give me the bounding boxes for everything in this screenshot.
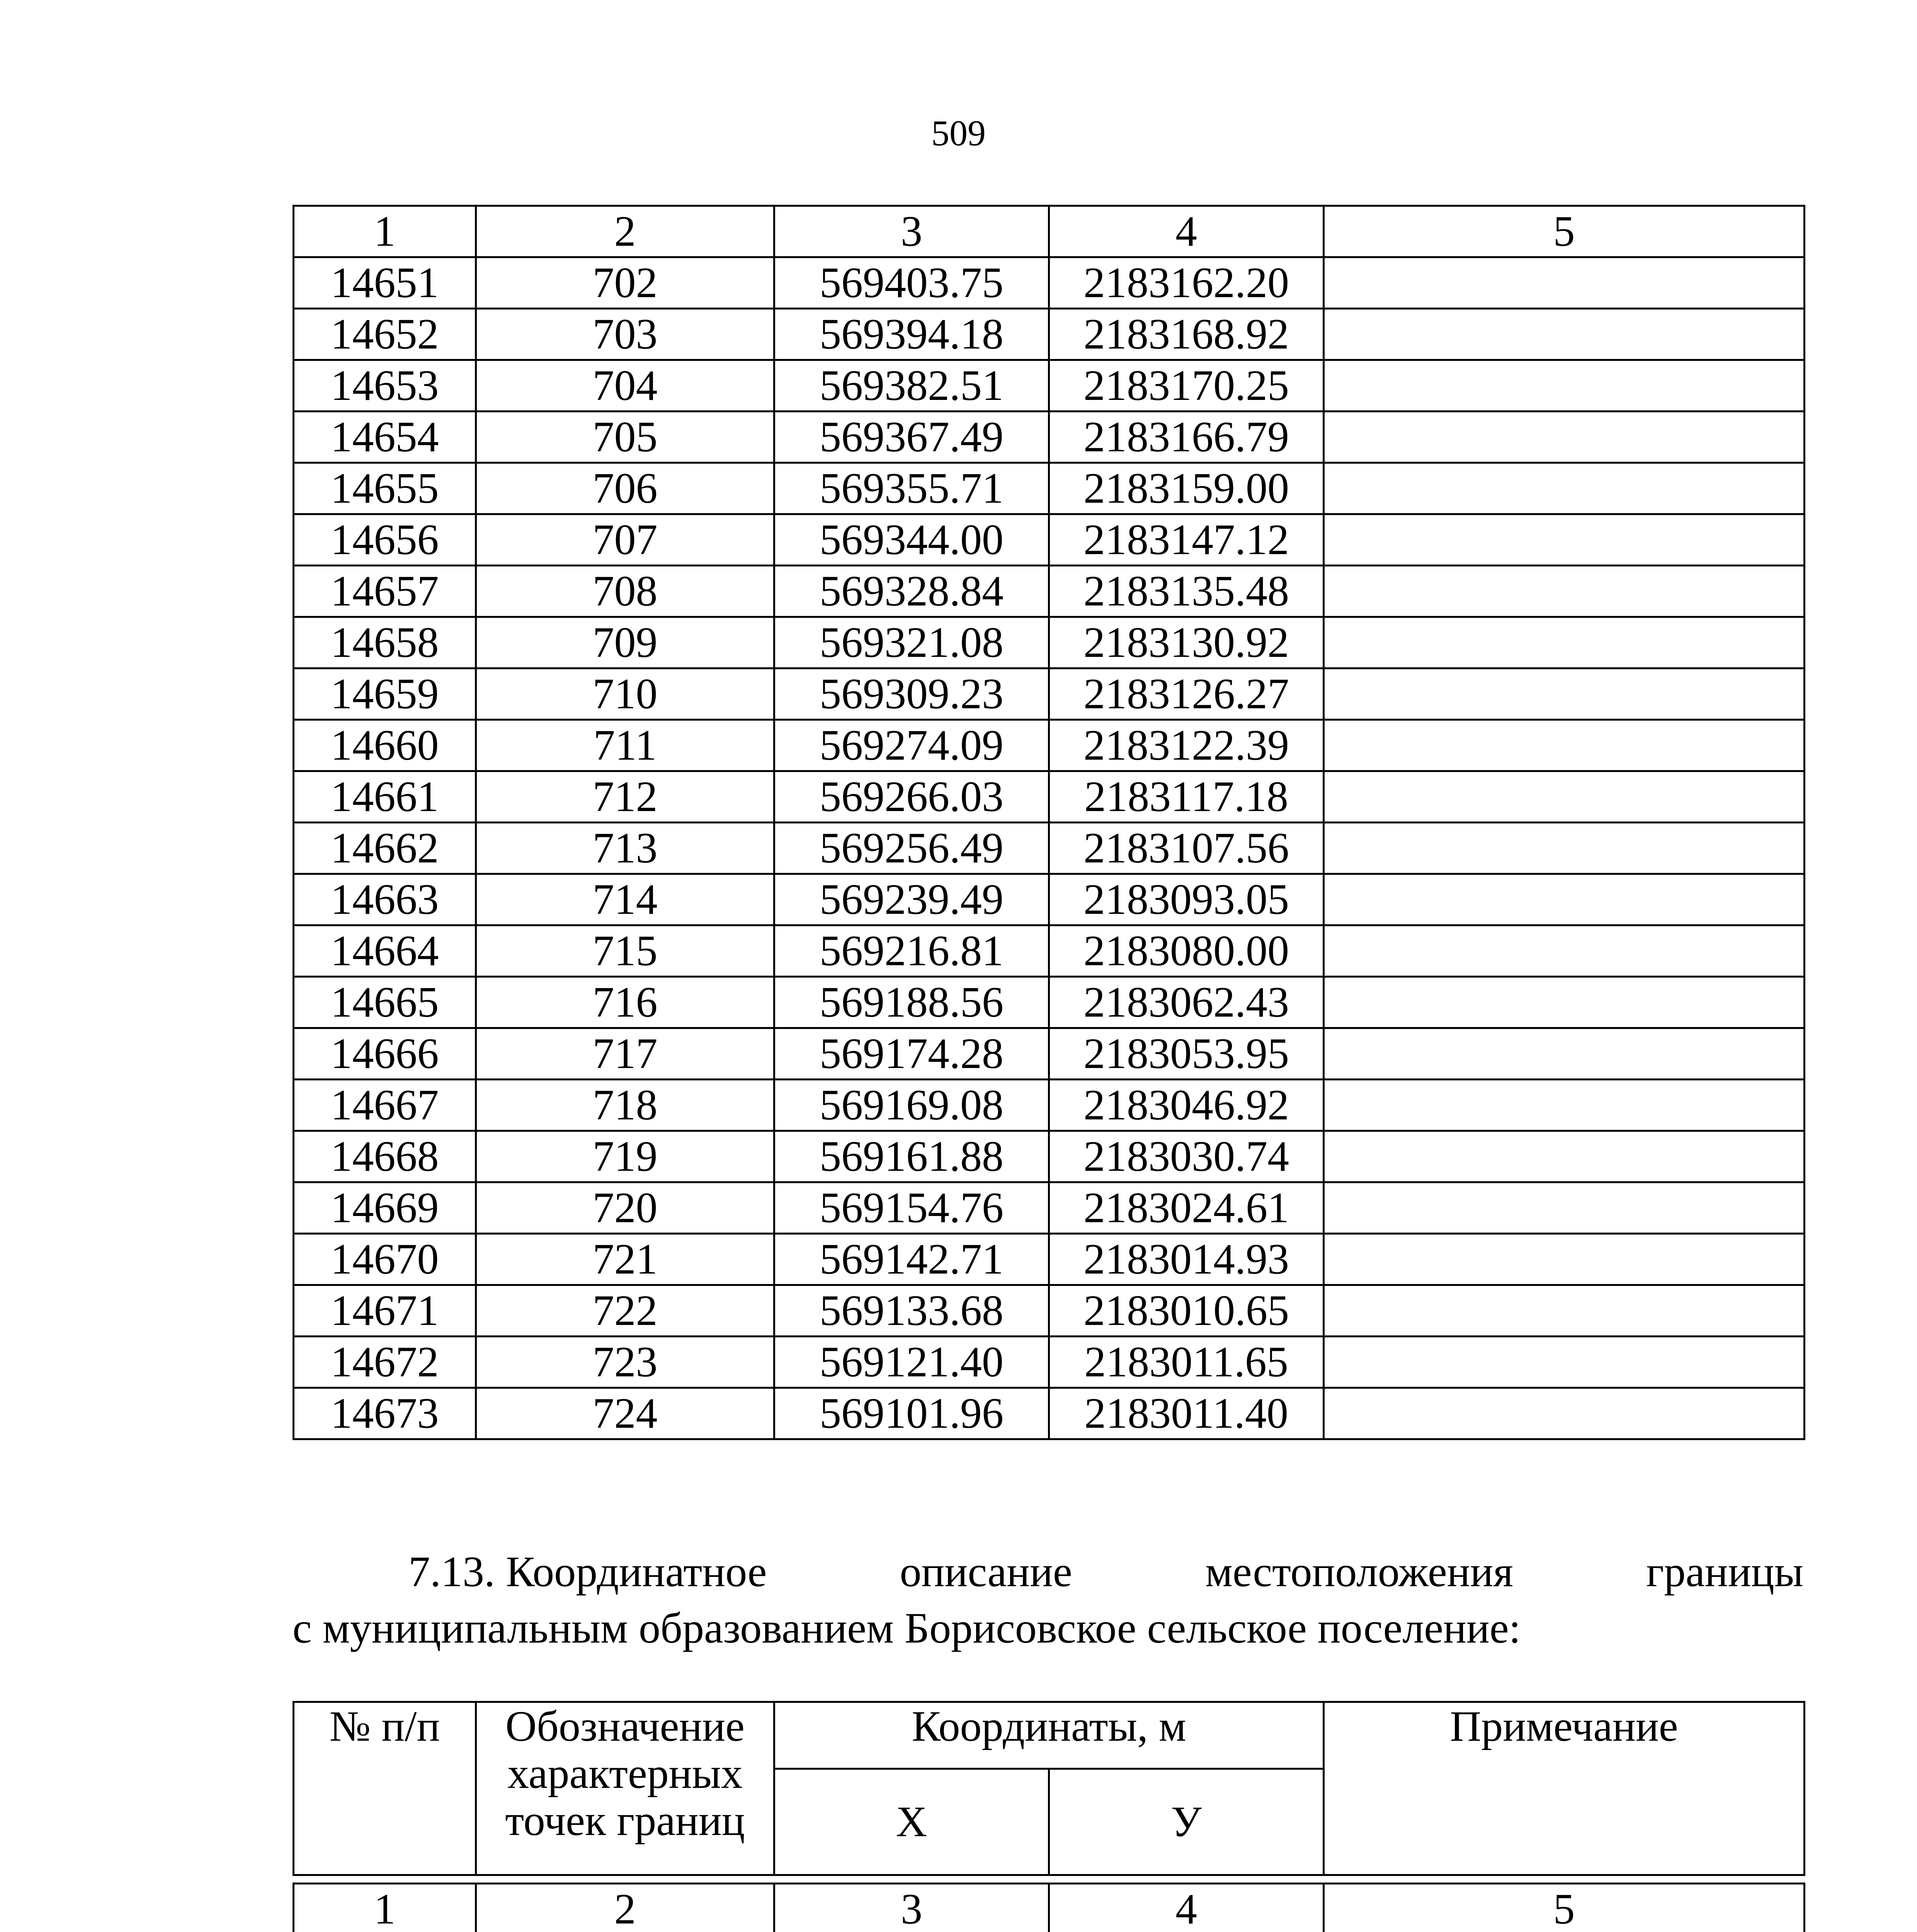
table-cell [1324,1080,1805,1131]
table-cell: 14673 [294,1388,476,1439]
table-cell: 2183024.61 [1049,1182,1324,1234]
column-number-cell: 2 [476,206,774,257]
table-cell: 14662 [294,823,476,874]
table-row [294,874,1805,925]
table-row [294,566,1805,617]
table-cell [1324,925,1805,977]
table-cell [1324,566,1805,617]
table-cell: 14669 [294,1182,476,1234]
table-cell: 569344.00 [774,514,1049,566]
table-row [294,257,1805,309]
table-cell [1324,309,1805,360]
table-cell [1324,1234,1805,1285]
page-number: 509 [931,113,986,153]
table-cell: 14672 [294,1337,476,1388]
section-heading-word: границы [1646,1548,1803,1596]
column-number-cell: 3 [774,206,1049,257]
table-cell: 707 [476,514,774,566]
table-cell: 721 [476,1234,774,1285]
table-cell: 2183010.65 [1049,1285,1324,1337]
table-cell [1324,874,1805,925]
table-cell: 704 [476,360,774,412]
column-number-cell: 1 [294,206,476,257]
section-heading-line2: с муниципальным образованием Борисовское сельское поселение: [293,1604,1521,1652]
table-cell: 569394.18 [774,309,1049,360]
table-cell: 2183053.95 [1049,1028,1324,1080]
table-row [294,925,1805,977]
column-number-cell: 1 [294,1884,476,1932]
table-cell: 714 [476,874,774,925]
col-number-header: № п/п [294,1702,476,1875]
col-coordinates-header: Координаты, м [774,1702,1324,1769]
table-cell [1324,1337,1805,1388]
table-cell: 14657 [294,566,476,617]
table-cell: 569142.71 [774,1234,1049,1285]
table-cell: 2183046.92 [1049,1080,1324,1131]
col-note-header: Примечание [1324,1702,1805,1875]
table-cell: 718 [476,1080,774,1131]
table-row [294,1182,1805,1234]
table-cell: 569121.40 [774,1337,1049,1388]
section-heading-line1 [293,1544,1803,1600]
table-cell [1324,977,1805,1028]
table-cell: 569169.08 [774,1080,1049,1131]
table-cell: 2183162.20 [1049,257,1324,309]
table-cell [1324,1388,1805,1439]
table-cell: 702 [476,257,774,309]
table-cell: 14656 [294,514,476,566]
table-cell: 569188.56 [774,977,1049,1028]
section-heading-word: описание [900,1548,1072,1596]
table-cell [1324,463,1805,514]
table-cell: 2183170.25 [1049,360,1324,412]
table-cell: 14666 [294,1028,476,1080]
table-cell: 14671 [294,1285,476,1337]
table-row [294,617,1805,668]
table-cell: 14653 [294,360,476,412]
table-cell: 2183166.79 [1049,412,1324,463]
table-row [294,668,1805,720]
table-cell [1324,617,1805,668]
section-heading-word: 7.13. Координатное [408,1548,767,1596]
table-cell: 2183126.27 [1049,668,1324,720]
table-cell: 14651 [294,257,476,309]
table-cell: 569161.88 [774,1131,1049,1182]
table-row [294,1131,1805,1182]
table-cell: 720 [476,1182,774,1234]
table-cell [1324,360,1805,412]
table-cell: 14667 [294,1080,476,1131]
table-cell: 709 [476,617,774,668]
table-row [294,1337,1805,1388]
table-cell: 14661 [294,771,476,823]
col-y-header: У [1049,1769,1324,1875]
column-number-cell: 4 [1049,1884,1324,1932]
table-cell: 569266.03 [774,771,1049,823]
table1-body [294,257,1805,1439]
table-cell: 2183122.39 [1049,720,1324,771]
table-cell: 14664 [294,925,476,977]
column-number-row [294,1884,1805,1932]
table-cell [1324,412,1805,463]
table-cell: 14652 [294,309,476,360]
table-cell: 2183107.56 [1049,823,1324,874]
column-number-cell: 5 [1324,1884,1805,1932]
table-row [294,977,1805,1028]
coordinates-table-continued [293,205,1805,1440]
table-cell: 2183117.18 [1049,771,1324,823]
table-cell [1324,514,1805,566]
table-cell [1324,720,1805,771]
table-cell: 2183011.65 [1049,1337,1324,1388]
table-cell [1324,1131,1805,1182]
table-row [294,1285,1805,1337]
table-cell: 569274.09 [774,720,1049,771]
table-cell: 708 [476,566,774,617]
col-x-header: Х [774,1769,1049,1875]
table-cell: 14658 [294,617,476,668]
table-cell: 569367.49 [774,412,1049,463]
table-cell: 569133.68 [774,1285,1049,1337]
table-cell: 710 [476,668,774,720]
table-cell: 569256.49 [774,823,1049,874]
table-cell: 569101.96 [774,1388,1049,1439]
table2-header [293,1701,1805,1876]
table-cell: 569355.71 [774,463,1049,514]
column-number-row [294,206,1805,257]
table1-column-numbers [294,206,1805,257]
table-cell: 711 [476,720,774,771]
table-cell: 2183062.43 [1049,977,1324,1028]
table-row [294,1388,1805,1439]
col-designation-header: Обозначение характерных точек границ [476,1702,774,1875]
table-row [294,514,1805,566]
table-cell: 569321.08 [774,617,1049,668]
table-cell [1324,668,1805,720]
table-cell: 2183014.93 [1049,1234,1324,1285]
table-cell: 722 [476,1285,774,1337]
column-number-cell: 5 [1324,206,1805,257]
table-cell: 569174.28 [774,1028,1049,1080]
table-cell: 14659 [294,668,476,720]
table-cell: 723 [476,1337,774,1388]
table-cell: 2183159.00 [1049,463,1324,514]
table-cell [1324,771,1805,823]
table-row [294,771,1805,823]
table-cell: 569239.49 [774,874,1049,925]
table-cell: 2183130.92 [1049,617,1324,668]
table-row [294,309,1805,360]
table-row [294,720,1805,771]
table-cell: 703 [476,309,774,360]
table-cell: 719 [476,1131,774,1182]
table-row [294,463,1805,514]
table-cell: 14655 [294,463,476,514]
table-cell [1324,257,1805,309]
column-number-cell: 2 [476,1884,774,1932]
table-cell: 2183168.92 [1049,309,1324,360]
table-cell: 715 [476,925,774,977]
table-cell: 14660 [294,720,476,771]
table-cell: 14654 [294,412,476,463]
table-cell [1324,1285,1805,1337]
table-cell: 706 [476,463,774,514]
table-cell: 14668 [294,1131,476,1182]
table-cell [1324,1182,1805,1234]
table-cell: 2183147.12 [1049,514,1324,566]
table-row [294,360,1805,412]
table-cell: 705 [476,412,774,463]
table-cell: 713 [476,823,774,874]
table-row [294,823,1805,874]
table-cell: 724 [476,1388,774,1439]
table-row [294,1080,1805,1131]
table-cell: 717 [476,1028,774,1080]
table-cell: 569382.51 [774,360,1049,412]
table-cell: 2183093.05 [1049,874,1324,925]
table-cell: 569154.76 [774,1182,1049,1234]
table-cell: 712 [476,771,774,823]
table-cell: 2183011.40 [1049,1388,1324,1439]
table2-column-numbers [294,1884,1805,1932]
table-cell: 569403.75 [774,257,1049,309]
table-cell [1324,823,1805,874]
table-cell: 14665 [294,977,476,1028]
table-cell [1324,1028,1805,1080]
table-cell: 14670 [294,1234,476,1285]
table-cell: 14663 [294,874,476,925]
table-row [294,1028,1805,1080]
table-cell: 569216.81 [774,925,1049,977]
table-cell: 569309.23 [774,668,1049,720]
table-row [294,412,1805,463]
table-cell: 716 [476,977,774,1028]
section-intro [293,1544,1803,1656]
table-cell: 569328.84 [774,566,1049,617]
table-cell: 2183080.00 [1049,925,1324,977]
column-number-cell: 3 [774,1884,1049,1932]
column-number-cell: 4 [1049,206,1324,257]
table-row [294,1234,1805,1285]
table-cell: 2183030.74 [1049,1131,1324,1182]
table-cell: 2183135.48 [1049,566,1324,617]
section-heading-word: местоположения [1205,1548,1514,1596]
coordinates-table-borisovskoe [293,1883,1805,1932]
